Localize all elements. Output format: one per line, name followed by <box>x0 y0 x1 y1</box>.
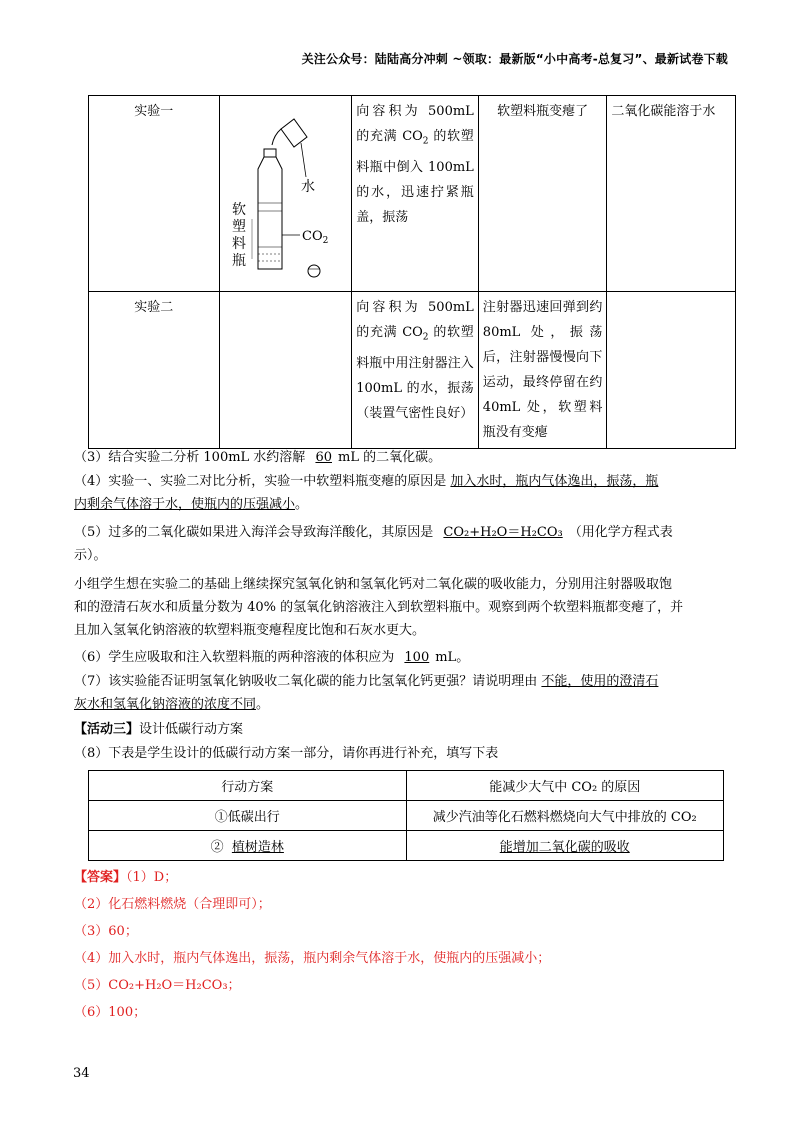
plan-row-2-reason: 能增加二氧化碳的吸收 <box>406 831 724 861</box>
experiment-2-name: 实验二 <box>89 292 220 449</box>
experiment-2-figure-cell <box>219 292 352 449</box>
question-7-answer-1: 不能，使用的澄清石 <box>541 674 659 689</box>
page-header: 关注公众号：陆陆高分冲刺 ~领取：最新版“小中高考-总复习”、最新试卷下载 <box>301 52 728 66</box>
bottle-label-3: 料 <box>231 236 246 252</box>
experiment-2-phenomenon: 注射器迅速回弹到约 80mL 处，振荡后，注射器慢慢向下运动，最终停留在约 40mL 处，软塑料瓶没有变瘪 <box>478 292 607 449</box>
plan-header-action: 行动方案 <box>89 771 407 801</box>
plan-row-1-action: ①低碳出行 <box>89 801 407 831</box>
soft-plastic-bottle-icon <box>252 149 282 269</box>
cap-icon <box>308 265 320 277</box>
question-5: （5）过多的二氧化碳如果进入海洋会导致海洋酸化，其原因是 CO₂+H₂O＝H₂CO₃ （用化学方程式表 示）。 <box>74 525 673 563</box>
answer-line-6: （6）100； <box>74 1005 147 1020</box>
question-4-answer-1: 加入水时，瓶内气体逸出，振荡，瓶 <box>450 474 659 489</box>
bottle-figure <box>224 99 346 279</box>
answer-line-4: （4）加入水时，瓶内气体逸出，振荡，瓶内剩余气体溶于水，使瓶内的压强减小； <box>74 951 551 966</box>
experiment-1-name: 实验一 <box>89 96 220 292</box>
answer-line-2: （2）化石燃料燃烧（合理即可）； <box>74 897 271 912</box>
experiment-row-2 <box>89 292 736 449</box>
answers-label: 【答案】 <box>74 870 127 885</box>
co2-label: $CO_2$ <box>301 229 328 246</box>
answers-first-line: 【答案】（1）D； <box>74 870 178 885</box>
answer-line-3: （3）60； <box>74 924 138 939</box>
experiment-1-phenomenon: 软塑料瓶变瘪了 <box>478 96 607 292</box>
page-number: 34 <box>73 1066 90 1081</box>
answer-line-5: （5）CO₂+H₂O＝H₂CO₃； <box>74 978 241 993</box>
question-8: （8）下表是学生设计的低碳行动方案一部分，请你再进行补充，填写下表 <box>74 746 499 761</box>
experiment-table <box>88 95 736 449</box>
question-3-answer: 60 <box>315 450 332 465</box>
question-4-answer-2: 内剩余气体溶于水，使瓶内的压强减小 <box>74 497 296 512</box>
question-6: （6）学生应吸取和注入软塑料瓶的两种溶液的体积应为 100 mL。 <box>74 650 470 665</box>
question-5-answer: CO₂+H₂O＝H₂CO₃ <box>443 525 563 540</box>
plan-header-reason: 能减少大气中 CO₂ 的原因 <box>406 771 724 801</box>
experiment-1-conclusion: 二氧化碳能溶于水 <box>607 96 736 292</box>
experiment-1-figure-cell <box>219 96 352 292</box>
cup-icon <box>272 119 307 147</box>
plan-header-row <box>89 771 724 801</box>
bottle-label-1: 软 <box>231 202 246 218</box>
plan-row-2 <box>89 831 724 861</box>
question-3: （3）结合实验二分析 100mL 水约溶解 60 mL 的二氧化碳。 <box>74 450 442 465</box>
bottle-label-2: 塑 <box>231 219 246 235</box>
question-7-answer-2: 灰水和氢氧化钠溶液的浓度不同 <box>74 697 257 712</box>
low-carbon-plan-table <box>88 770 724 861</box>
experiment-2-operation: 向容积为 500mL 的充满 $CO_2$ 的软塑料瓶中用注射器注入 100mL 的水，振荡（装置气密性良好） <box>352 292 479 449</box>
water-label: 水 <box>300 179 315 195</box>
question-6-answer: 100 <box>404 650 430 665</box>
question-7: （7）该实验能否证明氢氧化钠吸收二氧化碳的能力比氢氧化钙更强？请说明理由 不能，使用的澄清石 灰水和氢氧化钠溶液的浓度不同。 <box>74 674 659 712</box>
experiment-row-1 <box>89 96 736 292</box>
plan-row-2-action: ② 植树造林 <box>89 831 407 861</box>
intro-paragraph: 小组学生想在实验二的基础上继续探究氢氧化钠和氢氧化钙对二氧化碳的吸收能力，分别用注射器吸取饱 和的澄清石灰水和质量分数为 40% 的氢氧化钠溶液注入到软塑料瓶中。观察到两个软塑料瓶都变瘪了，并 且加入氢氧化钠溶液的软塑料瓶变瘪程度比饱和石灰水更大。 <box>74 577 684 638</box>
activity-3-heading: 【活动三】设计低碳行动方案 <box>74 722 244 737</box>
experiment-2-conclusion <box>607 292 736 449</box>
plan-row-1-reason: 减少汽油等化石燃料燃烧向大气中排放的 CO₂ <box>406 801 724 831</box>
experiment-1-operation: 向容积为 500mL 的充满 $CO_2$ 的软塑料瓶中倒入 100mL 的水，迅速拧紧瓶盖，振荡 <box>352 96 479 292</box>
question-4: （4）实验一、实验二对比分析，实验一中软塑料瓶变瘪的原因是 加入水时，瓶内气体逸出，振荡，瓶 内剩余气体溶于水，使瓶内的压强减小。 <box>74 474 659 512</box>
plan-row-1 <box>89 801 724 831</box>
bottle-label-4: 瓶 <box>231 253 246 269</box>
